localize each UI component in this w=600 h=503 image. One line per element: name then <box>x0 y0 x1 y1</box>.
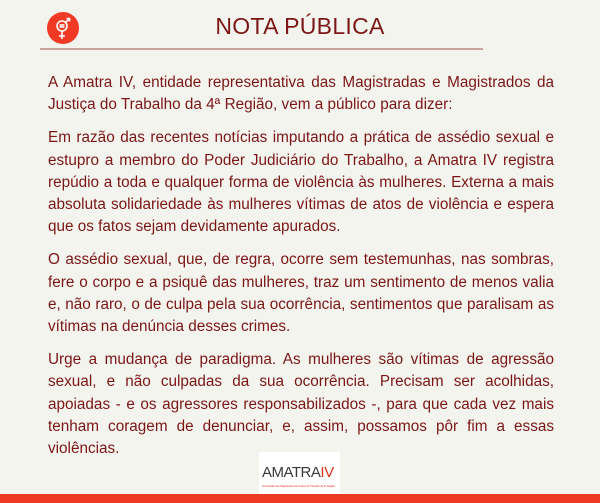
paragraph: A Amatra IV, entidade representativa das Magistradas e Magistrados da Justiça do Trabalho da 4ª Região, vem a público para dizer: <box>48 74 554 114</box>
logo-subtitle: Associação dos Magistrados da Justiça do Trabalho da 4ª Região <box>262 485 335 488</box>
paragraph: Em razão das recentes notícias imputando a prática de assédio sexual e estupro a membro do Poder Judiciário do Trabalho, a Amatra IV registra repúdio a toda e qualquer forma de violência às mulheres. Externa a mais absoluta solidariedade às mulheres vítimas de atos de violência e espera que os fatos sejam devidamente apurados. <box>48 129 554 236</box>
paragraph: Urge a mudança de paradigma. As mulheres são vítimas de agressão sexual, e não culpadas da sua ocorrência. Precisam ser acolhidas, apoiadas - e os agressores responsabilizados -, para que cada vez mais tenham coragem de denunciar, e, assim, possamos pôr fim a essas violências. <box>48 351 554 458</box>
footer-bar <box>0 494 600 503</box>
logo-numeral: IV <box>320 464 334 481</box>
amatra-logo <box>259 452 340 500</box>
paragraph: O assédio sexual, que, de regra, ocorre sem testemunhas, nas sombras, fere o corpo e a psiquê das mulheres, traz um sentimento de menos valia e, não raro, o de culpa pela sua ocorrência, sentimentos que paralisam as vítimas na denúncia desses crimes. <box>48 251 554 336</box>
page-title: NOTA PÚBLICA <box>215 13 385 39</box>
logo-name: AMATRA <box>262 464 321 481</box>
statement-body <box>48 72 554 471</box>
logo-wordmark <box>262 464 334 481</box>
title-divider <box>40 48 483 50</box>
